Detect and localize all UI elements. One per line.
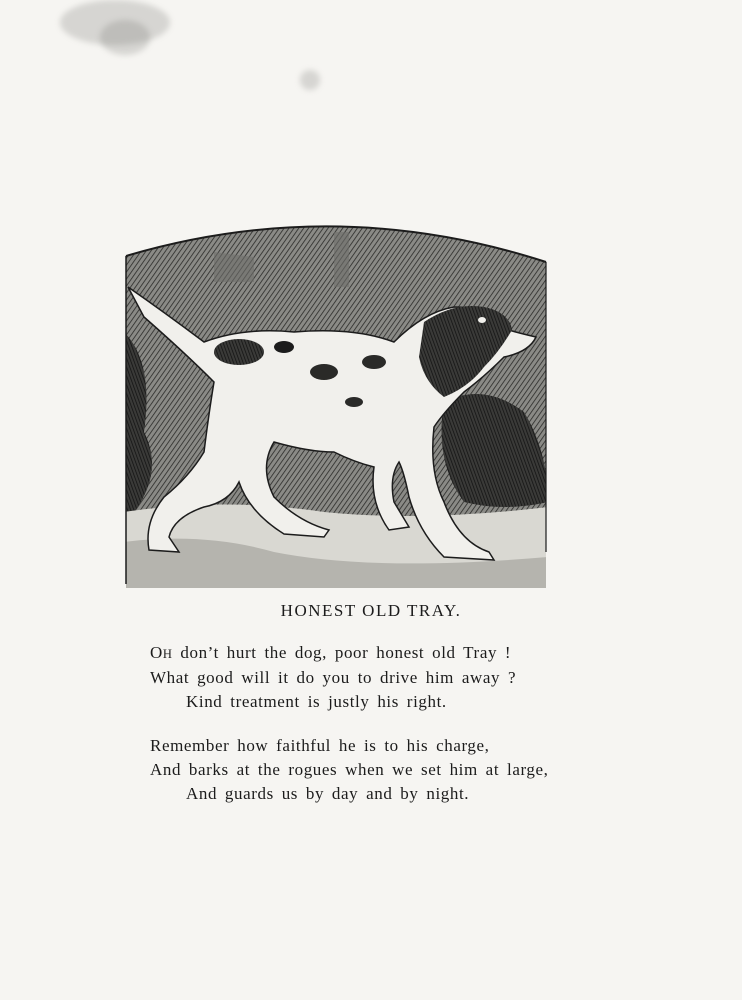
stanza-2-line-3: And guards us by day and by night. bbox=[186, 784, 470, 803]
stanza-1-line-3: Kind treatment is justly his right. bbox=[186, 692, 447, 711]
stanza-1-line-1 bbox=[150, 641, 516, 666]
poem-title: HONEST OLD TRAY. bbox=[280, 601, 462, 620]
stanza-1-line-1-text: don’t hurt the dog, poor honest old Tray ! bbox=[172, 643, 512, 662]
small-caps-initial: O bbox=[150, 643, 163, 662]
stanza-1-line-2: What good will it do you to drive him away ? bbox=[150, 668, 517, 687]
stanza-2-line-2: And barks at the rogues when we set him at large, bbox=[150, 760, 549, 779]
dog-illustration bbox=[124, 212, 548, 588]
stanza-1 bbox=[150, 641, 516, 714]
stanza-2 bbox=[150, 734, 549, 806]
small-caps-rest: H bbox=[162, 647, 173, 661]
paper-stain bbox=[300, 70, 320, 90]
paper-stain bbox=[100, 20, 150, 55]
stanza-2-line-1: Remember how faithful he is to his charge, bbox=[150, 736, 490, 755]
